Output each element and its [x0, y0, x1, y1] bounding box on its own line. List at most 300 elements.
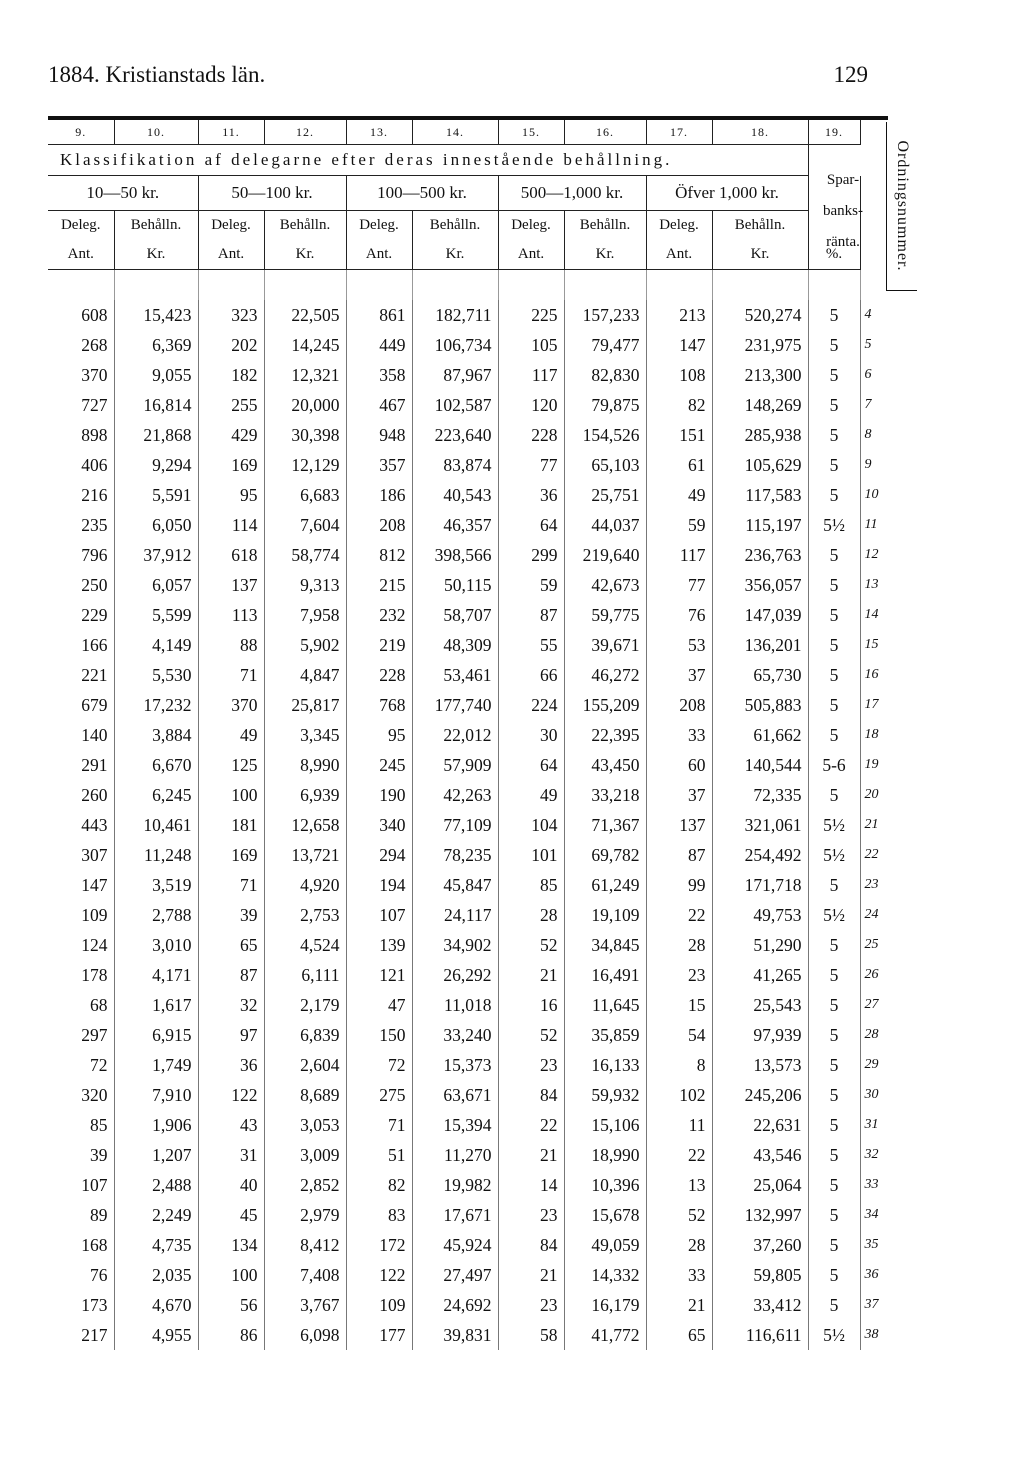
- table-row: [48, 390, 890, 420]
- table-cell: 22: [646, 900, 712, 930]
- table-cell: 1,906: [114, 1110, 198, 1140]
- table-cell: 61,662: [712, 720, 808, 750]
- table-cell: 5,591: [114, 480, 198, 510]
- table-cell: 61: [646, 450, 712, 480]
- row-number-cell: 23: [860, 870, 890, 900]
- page-header: [48, 62, 868, 94]
- table-row: [48, 1020, 890, 1050]
- table-cell: 812: [346, 540, 412, 570]
- row-number-cell: 5: [860, 330, 890, 360]
- table-cell: 86: [198, 1320, 264, 1350]
- table-cell: 23: [498, 1290, 564, 1320]
- table-row: [48, 720, 890, 750]
- table-cell: 225: [498, 300, 564, 330]
- table-cell: 11,270: [412, 1140, 498, 1170]
- deleg-header: Deleg.: [346, 211, 412, 240]
- table-cell: 2,249: [114, 1200, 198, 1230]
- table-row: [48, 360, 890, 390]
- table-cell: 64: [498, 510, 564, 540]
- table-cell: 6,670: [114, 750, 198, 780]
- table-cell: 22,012: [412, 720, 498, 750]
- table-cell: 7,910: [114, 1080, 198, 1110]
- ordningsnummer-label: Ordningsnummer.: [894, 140, 911, 272]
- column-number: 15.: [498, 120, 564, 145]
- column-number: 13.: [346, 120, 412, 145]
- table-cell: 109: [48, 900, 114, 930]
- table-cell: 21: [498, 960, 564, 990]
- classification-title: Klassifikation af delegarne efter deras innestående behållning.: [60, 150, 673, 169]
- table-cell: 31: [198, 1140, 264, 1170]
- table-cell: 358: [346, 360, 412, 390]
- table-cell: 449: [346, 330, 412, 360]
- table-cell: 52: [498, 930, 564, 960]
- table-cell: 5,902: [264, 630, 346, 660]
- rate-cell: 5: [808, 1080, 860, 1110]
- table-cell: 22: [498, 1110, 564, 1140]
- rate-cell: 5: [808, 1290, 860, 1320]
- table-cell: 169: [198, 840, 264, 870]
- row-number-cell: 22: [860, 840, 890, 870]
- table-cell: 72: [48, 1050, 114, 1080]
- table-cell: 117: [498, 360, 564, 390]
- table-cell: 3,009: [264, 1140, 346, 1170]
- table-row: [48, 840, 890, 870]
- table-cell: 12,321: [264, 360, 346, 390]
- rate-cell: 5½: [808, 900, 860, 930]
- table-cell: 2,753: [264, 900, 346, 930]
- range-header: 10—50 kr.: [48, 176, 198, 211]
- behalln-header: Behålln.: [712, 211, 808, 240]
- rate-cell: 5: [808, 600, 860, 630]
- table-cell: 7,958: [264, 600, 346, 630]
- table-cell: 8: [646, 1050, 712, 1080]
- table-cell: 148,269: [712, 390, 808, 420]
- table-cell: 95: [198, 480, 264, 510]
- table-cell: 22,395: [564, 720, 646, 750]
- column-number: 12.: [264, 120, 346, 145]
- row-number-cell: 17: [860, 690, 890, 720]
- table-cell: 21,868: [114, 420, 198, 450]
- table-cell: 115,197: [712, 510, 808, 540]
- table-cell: 356,057: [712, 570, 808, 600]
- table-cell: 40: [198, 1170, 264, 1200]
- table-cell: 321,061: [712, 810, 808, 840]
- table-cell: 15,373: [412, 1050, 498, 1080]
- rate-cell: 5: [808, 540, 860, 570]
- table-cell: 177: [346, 1320, 412, 1350]
- table-row: [48, 480, 890, 510]
- table-row: [48, 810, 890, 840]
- table-cell: 208: [346, 510, 412, 540]
- table-cell: 95: [346, 720, 412, 750]
- table-cell: 42,673: [564, 570, 646, 600]
- table-cell: 71,367: [564, 810, 646, 840]
- table-cell: 76: [646, 600, 712, 630]
- table-cell: 43,450: [564, 750, 646, 780]
- table-cell: 245,206: [712, 1080, 808, 1110]
- table-cell: 898: [48, 420, 114, 450]
- row-number-cell: 8: [860, 420, 890, 450]
- table-cell: 25,543: [712, 990, 808, 1020]
- table-cell: 520,274: [712, 300, 808, 330]
- table-cell: 54: [646, 1020, 712, 1050]
- table-cell: 679: [48, 690, 114, 720]
- table-cell: 14,332: [564, 1260, 646, 1290]
- range-header: Öfver 1,000 kr.: [646, 176, 808, 211]
- table-cell: 16,814: [114, 390, 198, 420]
- table-cell: 57,909: [412, 750, 498, 780]
- table-row: [48, 690, 890, 720]
- table-cell: 370: [198, 690, 264, 720]
- table-cell: 97: [198, 1020, 264, 1050]
- table-cell: 49,753: [712, 900, 808, 930]
- table-cell: 768: [346, 690, 412, 720]
- table-cell: 23: [646, 960, 712, 990]
- table-cell: 151: [646, 420, 712, 450]
- table-cell: 255: [198, 390, 264, 420]
- table-cell: 78,235: [412, 840, 498, 870]
- table-cell: 33: [646, 1260, 712, 1290]
- table-cell: 77,109: [412, 810, 498, 840]
- row-number-cell: 20: [860, 780, 890, 810]
- table-row: [48, 900, 890, 930]
- table-cell: 44,037: [564, 510, 646, 540]
- rate-cell: 5: [808, 1020, 860, 1050]
- table-cell: 114: [198, 510, 264, 540]
- table-row: [48, 960, 890, 990]
- table-cell: 2,852: [264, 1170, 346, 1200]
- table-cell: 100: [198, 780, 264, 810]
- table-cell: 107: [346, 900, 412, 930]
- table-cell: 87,967: [412, 360, 498, 390]
- ranta-label: ränta.: [826, 234, 860, 250]
- table-cell: 172: [346, 1230, 412, 1260]
- ant-header: Ant.: [48, 239, 114, 270]
- classification-title-row: [48, 145, 890, 176]
- table-cell: 17,232: [114, 690, 198, 720]
- column-number-row: [48, 120, 890, 145]
- table-cell: 71: [198, 870, 264, 900]
- table-row: [48, 630, 890, 660]
- table-cell: 10,461: [114, 810, 198, 840]
- table-cell: 24,117: [412, 900, 498, 930]
- kr-header: Kr.: [114, 239, 198, 270]
- table-cell: 224: [498, 690, 564, 720]
- table-cell: 107: [48, 1170, 114, 1200]
- table-cell: 340: [346, 810, 412, 840]
- table-cell: 37,260: [712, 1230, 808, 1260]
- column-number: 10.: [114, 120, 198, 145]
- page-title: 1884. Kristianstads län.: [48, 62, 266, 87]
- deleg-header: Deleg.: [646, 211, 712, 240]
- table-row: [48, 1170, 890, 1200]
- table-cell: 13,721: [264, 840, 346, 870]
- table-cell: 120: [498, 390, 564, 420]
- row-number-cell: 35: [860, 1230, 890, 1260]
- rate-cell: 5: [808, 690, 860, 720]
- table-cell: 171,718: [712, 870, 808, 900]
- rate-cell: 5: [808, 1050, 860, 1080]
- rate-cell: 5½: [808, 810, 860, 840]
- behalln-header: Behålln.: [264, 211, 346, 240]
- table-cell: 155,209: [564, 690, 646, 720]
- table-cell: 6,050: [114, 510, 198, 540]
- table-cell: 83: [346, 1200, 412, 1230]
- rate-cell: 5: [808, 1110, 860, 1140]
- table-cell: 25,817: [264, 690, 346, 720]
- rate-cell: 5-6: [808, 750, 860, 780]
- table-cell: 45: [198, 1200, 264, 1230]
- table-cell: 45,847: [412, 870, 498, 900]
- table-cell: 60: [646, 750, 712, 780]
- table-cell: 122: [198, 1080, 264, 1110]
- row-number-cell: 27: [860, 990, 890, 1020]
- table-cell: 2,179: [264, 990, 346, 1020]
- table-row: [48, 540, 890, 570]
- column-number: 16.: [564, 120, 646, 145]
- table-cell: 213,300: [712, 360, 808, 390]
- table-cell: 2,035: [114, 1260, 198, 1290]
- table-cell: 108: [646, 360, 712, 390]
- table-row: [48, 870, 890, 900]
- rate-cell: 5: [808, 1260, 860, 1290]
- table-cell: 104: [498, 810, 564, 840]
- table-cell: 105: [498, 330, 564, 360]
- table-cell: 229: [48, 600, 114, 630]
- table-cell: 250: [48, 570, 114, 600]
- table-row: [48, 510, 890, 540]
- table-cell: 213: [646, 300, 712, 330]
- table-cell: 6,915: [114, 1020, 198, 1050]
- table-cell: 6,683: [264, 480, 346, 510]
- table-cell: 64: [498, 750, 564, 780]
- table-cell: 16: [498, 990, 564, 1020]
- table-cell: 41,772: [564, 1320, 646, 1350]
- column-number: 14.: [412, 120, 498, 145]
- table-cell: 505,883: [712, 690, 808, 720]
- rate-cell: 5½: [808, 840, 860, 870]
- table-cell: 48,309: [412, 630, 498, 660]
- table-cell: 13,573: [712, 1050, 808, 1080]
- table-cell: 15,106: [564, 1110, 646, 1140]
- table-cell: 1,207: [114, 1140, 198, 1170]
- table-cell: 2,488: [114, 1170, 198, 1200]
- table-cell: 24,692: [412, 1290, 498, 1320]
- table-cell: 85: [498, 870, 564, 900]
- table-cell: 55: [498, 630, 564, 660]
- table-cell: 102,587: [412, 390, 498, 420]
- table-cell: 37: [646, 780, 712, 810]
- table-cell: 19,982: [412, 1170, 498, 1200]
- column-number: 9.: [48, 120, 114, 145]
- table-cell: 147: [48, 870, 114, 900]
- table-cell: 46,272: [564, 660, 646, 690]
- table-cell: 8,689: [264, 1080, 346, 1110]
- table-cell: 89: [48, 1200, 114, 1230]
- table-cell: 215: [346, 570, 412, 600]
- table-cell: 221: [48, 660, 114, 690]
- table-cell: 3,767: [264, 1290, 346, 1320]
- table-cell: 58,774: [264, 540, 346, 570]
- table-cell: 168: [48, 1230, 114, 1260]
- table-row: [48, 1050, 890, 1080]
- table-cell: 122: [346, 1260, 412, 1290]
- table-row: [48, 450, 890, 480]
- row-number-cell: 9: [860, 450, 890, 480]
- table-cell: 49: [498, 780, 564, 810]
- rate-cell: 5: [808, 300, 860, 330]
- table-cell: 5,599: [114, 600, 198, 630]
- table-cell: 42,263: [412, 780, 498, 810]
- table-cell: 79,875: [564, 390, 646, 420]
- table-cell: 16,133: [564, 1050, 646, 1080]
- table-cell: 15,678: [564, 1200, 646, 1230]
- table-cell: 68: [48, 990, 114, 1020]
- row-number-cell: 31: [860, 1110, 890, 1140]
- table-cell: 796: [48, 540, 114, 570]
- table-cell: 443: [48, 810, 114, 840]
- row-number-cell: 7: [860, 390, 890, 420]
- rate-cell: 5: [808, 1140, 860, 1170]
- table-cell: 17,671: [412, 1200, 498, 1230]
- rate-cell: 5: [808, 450, 860, 480]
- table-cell: 101: [498, 840, 564, 870]
- table-cell: 1,617: [114, 990, 198, 1020]
- table-cell: 6,245: [114, 780, 198, 810]
- table-cell: 202: [198, 330, 264, 360]
- table-cell: 134: [198, 1230, 264, 1260]
- table-cell: 370: [48, 360, 114, 390]
- table-cell: 2,604: [264, 1050, 346, 1080]
- table-row: [48, 780, 890, 810]
- table-cell: 85: [48, 1110, 114, 1140]
- table-cell: 28: [646, 1230, 712, 1260]
- table-cell: 398,566: [412, 540, 498, 570]
- table-cell: 1,749: [114, 1050, 198, 1080]
- table-cell: 323: [198, 300, 264, 330]
- rate-cell: 5½: [808, 1320, 860, 1350]
- table-row: [48, 660, 890, 690]
- table-cell: 39: [48, 1140, 114, 1170]
- table-cell: 3,053: [264, 1110, 346, 1140]
- deleg-header: Deleg.: [48, 211, 114, 240]
- table-cell: 82: [346, 1170, 412, 1200]
- rate-cell: 5: [808, 960, 860, 990]
- table-cell: 182,711: [412, 300, 498, 330]
- table-cell: 33,412: [712, 1290, 808, 1320]
- row-number-cell: 14: [860, 600, 890, 630]
- table-cell: 2,788: [114, 900, 198, 930]
- table-cell: 4,735: [114, 1230, 198, 1260]
- table-cell: 34,845: [564, 930, 646, 960]
- table-cell: 30: [498, 720, 564, 750]
- table-cell: 467: [346, 390, 412, 420]
- rate-cell: 5: [808, 570, 860, 600]
- table-row: [48, 1290, 890, 1320]
- table-cell: 76: [48, 1260, 114, 1290]
- behalln-header: Behålln.: [114, 211, 198, 240]
- row-number-cell: 10: [860, 480, 890, 510]
- table-cell: 254,492: [712, 840, 808, 870]
- row-number-cell: 29: [860, 1050, 890, 1080]
- table-cell: 23: [498, 1050, 564, 1080]
- table-cell: 727: [48, 390, 114, 420]
- table-cell: 69,782: [564, 840, 646, 870]
- table-row: [48, 930, 890, 960]
- table-cell: 46,357: [412, 510, 498, 540]
- table-cell: 87: [498, 600, 564, 630]
- table-cell: 948: [346, 420, 412, 450]
- table-cell: 121: [346, 960, 412, 990]
- table-cell: 63,671: [412, 1080, 498, 1110]
- table-cell: 45,924: [412, 1230, 498, 1260]
- row-number-cell: 32: [860, 1140, 890, 1170]
- kr-header: Kr.: [412, 239, 498, 270]
- table-cell: 8,990: [264, 750, 346, 780]
- table-cell: 22: [646, 1140, 712, 1170]
- table-cell: 82: [646, 390, 712, 420]
- table-cell: 291: [48, 750, 114, 780]
- table-cell: 20,000: [264, 390, 346, 420]
- column-number: 11.: [198, 120, 264, 145]
- table-cell: 6,111: [264, 960, 346, 990]
- table-row: [48, 600, 890, 630]
- table-cell: 105,629: [712, 450, 808, 480]
- table-row: [48, 1200, 890, 1230]
- ant-header: Ant.: [198, 239, 264, 270]
- table-cell: 22,631: [712, 1110, 808, 1140]
- table-cell: 228: [346, 660, 412, 690]
- table-cell: 7,604: [264, 510, 346, 540]
- table-cell: 4,920: [264, 870, 346, 900]
- row-number-cell: 21: [860, 810, 890, 840]
- table-cell: 232: [346, 600, 412, 630]
- table-cell: 65: [198, 930, 264, 960]
- table-cell: 37,912: [114, 540, 198, 570]
- table-cell: 43: [198, 1110, 264, 1140]
- row-number-cell: 15: [860, 630, 890, 660]
- kr-header: Kr.: [564, 239, 646, 270]
- ant-header: Ant.: [498, 239, 564, 270]
- table-cell: 216: [48, 480, 114, 510]
- table-cell: 6,098: [264, 1320, 346, 1350]
- table-cell: 27,497: [412, 1260, 498, 1290]
- table-cell: 13: [646, 1170, 712, 1200]
- table-cell: 181: [198, 810, 264, 840]
- table-cell: 26,292: [412, 960, 498, 990]
- table-cell: 102: [646, 1080, 712, 1110]
- row-number-cell: 33: [860, 1170, 890, 1200]
- table-cell: 429: [198, 420, 264, 450]
- table-cell: 268: [48, 330, 114, 360]
- table-cell: 99: [646, 870, 712, 900]
- table-cell: 117,583: [712, 480, 808, 510]
- table-cell: 84: [498, 1230, 564, 1260]
- table-cell: 235: [48, 510, 114, 540]
- table-cell: 79,477: [564, 330, 646, 360]
- table-cell: 59: [646, 510, 712, 540]
- rate-cell: 5: [808, 330, 860, 360]
- table-cell: 12,658: [264, 810, 346, 840]
- row-number-cell: 34: [860, 1200, 890, 1230]
- table-row: [48, 1110, 890, 1140]
- table-cell: 100: [198, 1260, 264, 1290]
- table-row: [48, 1230, 890, 1260]
- table-row: [48, 330, 890, 360]
- row-number-cell: 11: [860, 510, 890, 540]
- table-cell: 275: [346, 1080, 412, 1110]
- table-cell: 77: [498, 450, 564, 480]
